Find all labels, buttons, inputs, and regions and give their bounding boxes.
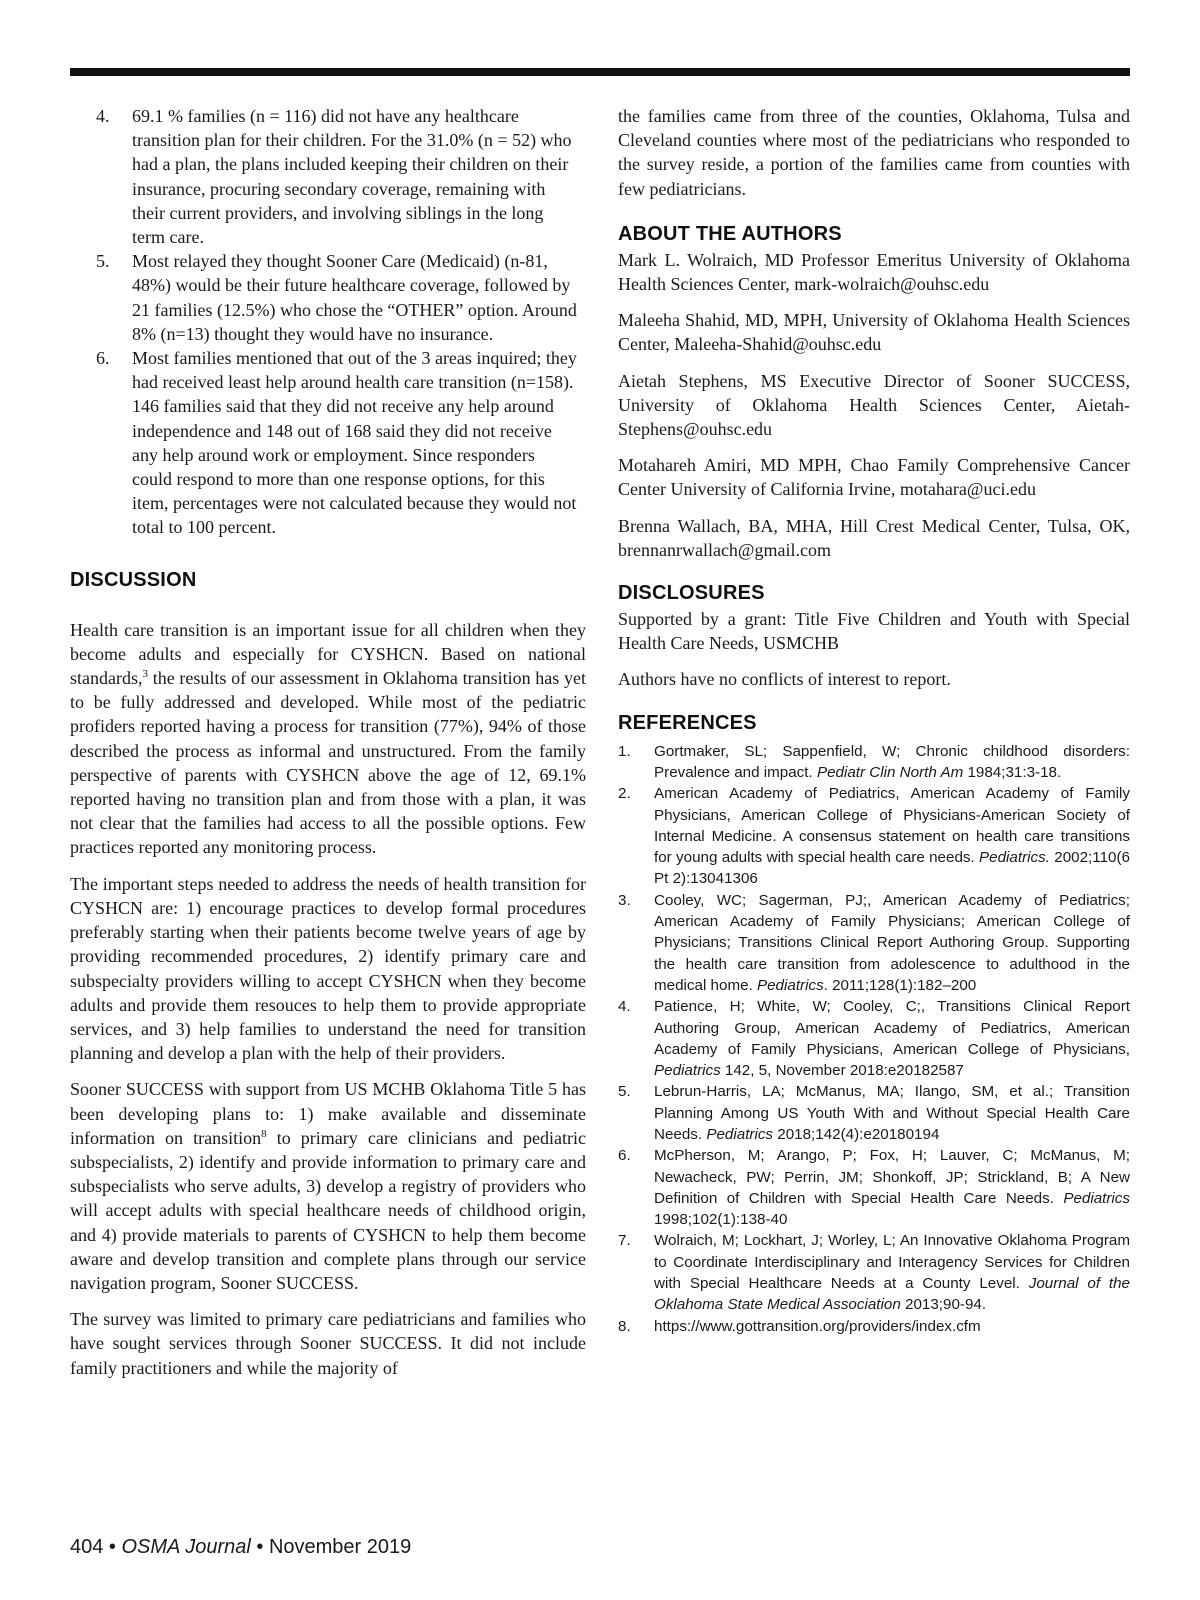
reference-item: 7. Wolraich, M; Lockhart, J; Worley, L; An Innovative Oklahoma Program to Coordinate Interdisciplinary and Interagency Services for Children with Special Healthcare Needs at a County Level. Journal of the Oklahoma State Medical Association 2013;90-94. [618, 1232, 1131, 1314]
finding-item [70, 249, 586, 346]
author-entry: Brenna Wallach, BA, MHA, Hill Crest Medical Center, Tulsa, OK, brennanrwallach@gmail.com [618, 515, 1130, 560]
disclosure-conflicts: Authors have no conflicts of interest to report. [618, 669, 951, 690]
journal-name: OSMA Journal [121, 1536, 251, 1558]
disclosure-grant: Supported by a grant: Title Five Children and Youth with Special Health Care Needs, USMCHB [618, 609, 1130, 654]
discussion-paragraph-1: Health care transition is an important issue for all children when they become adults and especially for CYSHCN. Based on national standards,$^3$ the results of our assessment in Oklahoma transition has yet to be fully addressed and developed. While most of the pediatric profiders reported having a process for transition (77%), 94% of those described the process as informal and unstructured. From the family perspective of parents with CYSHCN above the age of 12, 69.1% reported having no transition plan and from those with a plan, it was not clear that the families had access to all the possible options. Few practices reported any monitoring process. [70, 619, 586, 858]
reference-item: 3. Cooley, WC; Sagerman, PJ;, American Academy of Pediatrics; American Academy of Family Physicians; American College of Physicians; Transitions Clinical Report Authoring Group. Supporting the health care transition from adolescence to adulthood in the medical home. Pediatrics. 2011;128(1):182–200 [618, 891, 1130, 994]
right-column [618, 104, 1130, 1337]
disclosures-heading: DISCLOSURES [618, 582, 765, 605]
issue-date: November 2019 [268, 1536, 412, 1558]
finding-number: 5. [96, 251, 110, 272]
reference-item: 2. American Academy of Pediatrics, American Academy of Family Physicians, American College of Physicians-American Society of Internal Medicine. A consensus statement on health care transitions for young adults with special health care needs. Pediatrics. 2002;110(6 Pt 2):13041306 [618, 785, 1130, 888]
page-footer: 404 • OSMA Journal • November 2019 [70, 1536, 412, 1558]
finding-text: 69.1 % families (n = 116) did not have any healthcare transition plan for their children. For the 31.0% (n = 52) who had a plan, the plans included keeping their children on their insurance, procuring secondary coverage, remaining with their current providers, and involving siblings in the long term care. [132, 106, 572, 248]
author-entry: Aietah Stephens, MS Executive Director of Sooner SUCCESS, University of Oklahoma Health Sciences Center, Aietah-Stephens@ouhsc.edu [618, 370, 1130, 440]
discussion-paragraph-4: The survey was limited to primary care pediatricians and families who have sought services through Sooner SUCCESS. It did not include family practitioners and while the majority of [70, 1309, 586, 1378]
authors-list [618, 248, 1130, 562]
references-list [618, 741, 1130, 1337]
reference-item: 1. Gortmaker, SL; Sappenfield, W; Chronic childhood disorders: Prevalence and impact. Pediatr Clin North Am 1984;31:3-18. [618, 742, 1130, 781]
discussion-heading: DISCUSSION [70, 568, 197, 591]
author-entry: Maleeha Shahid, MD, MPH, University of Oklahoma Health Sciences Center, Maleeha-Shahid@ouhsc.edu [618, 310, 1130, 355]
author-entry: Motahareh Amiri, MD MPH, Chao Family Comprehensive Cancer Center University of California Irvine, motahara@uci.edu [618, 455, 1130, 500]
discussion-paragraph-3: Sooner SUCCESS with support from US MCHB Oklahoma Title 5 has been developing plans to: 1) make available and disseminate information on transition$^8$ to primary care clinicians and pediatric subspecialists, 2) identify and provide information to primary care and subspecialists who serve adults, 3) develop a registry of providers who will accept adults with special healthcare needs of childhood origin, and 4) provide materials to parents of CYSHCN to help them become aware and develop transition and complete plans through our service navigation program, Sooner SUCCESS. [70, 1079, 586, 1293]
references-heading: REFERENCES [618, 711, 757, 734]
reference-item: 6. McPherson, M; Arango, P; Fox, H; Lauver, C; McManus, M; Newacheck, PW; Perrin, JM; Shonkoff, JP; Strickland, B; A New Definition of Children with Special Health Care Needs. Pediatrics 1998;102(1):138-40 [618, 1147, 1130, 1229]
disclosures-body [618, 607, 1130, 692]
left-column [70, 104, 586, 1380]
finding-item [70, 346, 586, 540]
reference-link: https://www.gottransition.org/providers/index.cfm [654, 1317, 981, 1335]
page-number: 404 [70, 1536, 104, 1558]
finding-number: 4. [96, 106, 110, 126]
reference-item[interactable]: 8. https://www.gottransition.org/providers/index.cfm [618, 1317, 981, 1335]
about-authors-heading: ABOUT THE AUTHORS [618, 222, 842, 245]
reference-item: 5. Lebrun-Harris, LA; McManus, MA; Ilango, SM, et al.; Transition Planning Among US Youth With and Without Special Health Care Needs. Pediatrics 2018;142(4):e20180194 [618, 1083, 1130, 1143]
reference-item: 4. Patience, H; White, W; Cooley, C;, Transitions Clinical Report Authoring Group, American Academy of Pediatrics, American Academy of Family Physicians, American College of Physicians, Pediatrics 142, 5, November 2018:e20182587 [618, 998, 1130, 1080]
top-rule [70, 68, 1130, 76]
finding-text: Most families mentioned that out of the 3 areas inquired; they had received least help around health care transition (n=158). 146 families said that they did not receive any help around independence and 148 out of 168 said they did not receive any help around work or employment. Since responders could respond to more than one response options, for this item, percentages were not calculated because they would not total to 100 percent. [132, 348, 577, 538]
author-entry: Mark L. Wolraich, MD Professor Emeritus University of Oklahoma Health Sciences Center, mark-wolraich@ouhsc.edu [618, 249, 1130, 295]
findings-list [70, 104, 586, 540]
discussion-paragraph-2: The important steps needed to address the needs of health transition for CYSHCN are: 1) encourage practices to develop formal procedures preferably starting when their patients become twelve years of age by providing recommended procedures, 2) identify primary care and subspecialty providers willing to accept CYSHCN when they become adults and provide them resouces to help them to provide appropriate services, and 3) help families to understand the need for transition planning and develop a plan with the help of their providers. [70, 873, 586, 1064]
continued-paragraph: the families came from three of the counties, Oklahoma, Tulsa and Cleveland counties where most of the pediatricians who responded to the survey reside, a portion of the families came from counties with few pediatricians. [618, 106, 1130, 199]
finding-item [70, 104, 586, 249]
discussion-body [70, 618, 586, 1380]
finding-text: Most relayed they thought Sooner Care (Medicaid) (n-81, 48%) would be their future healthcare coverage, followed by 21 families (12.5%) who chose the “OTHER” option. Around 8% (n=13) thought they would have no insurance. [132, 251, 577, 344]
finding-number: 6. [96, 348, 110, 369]
